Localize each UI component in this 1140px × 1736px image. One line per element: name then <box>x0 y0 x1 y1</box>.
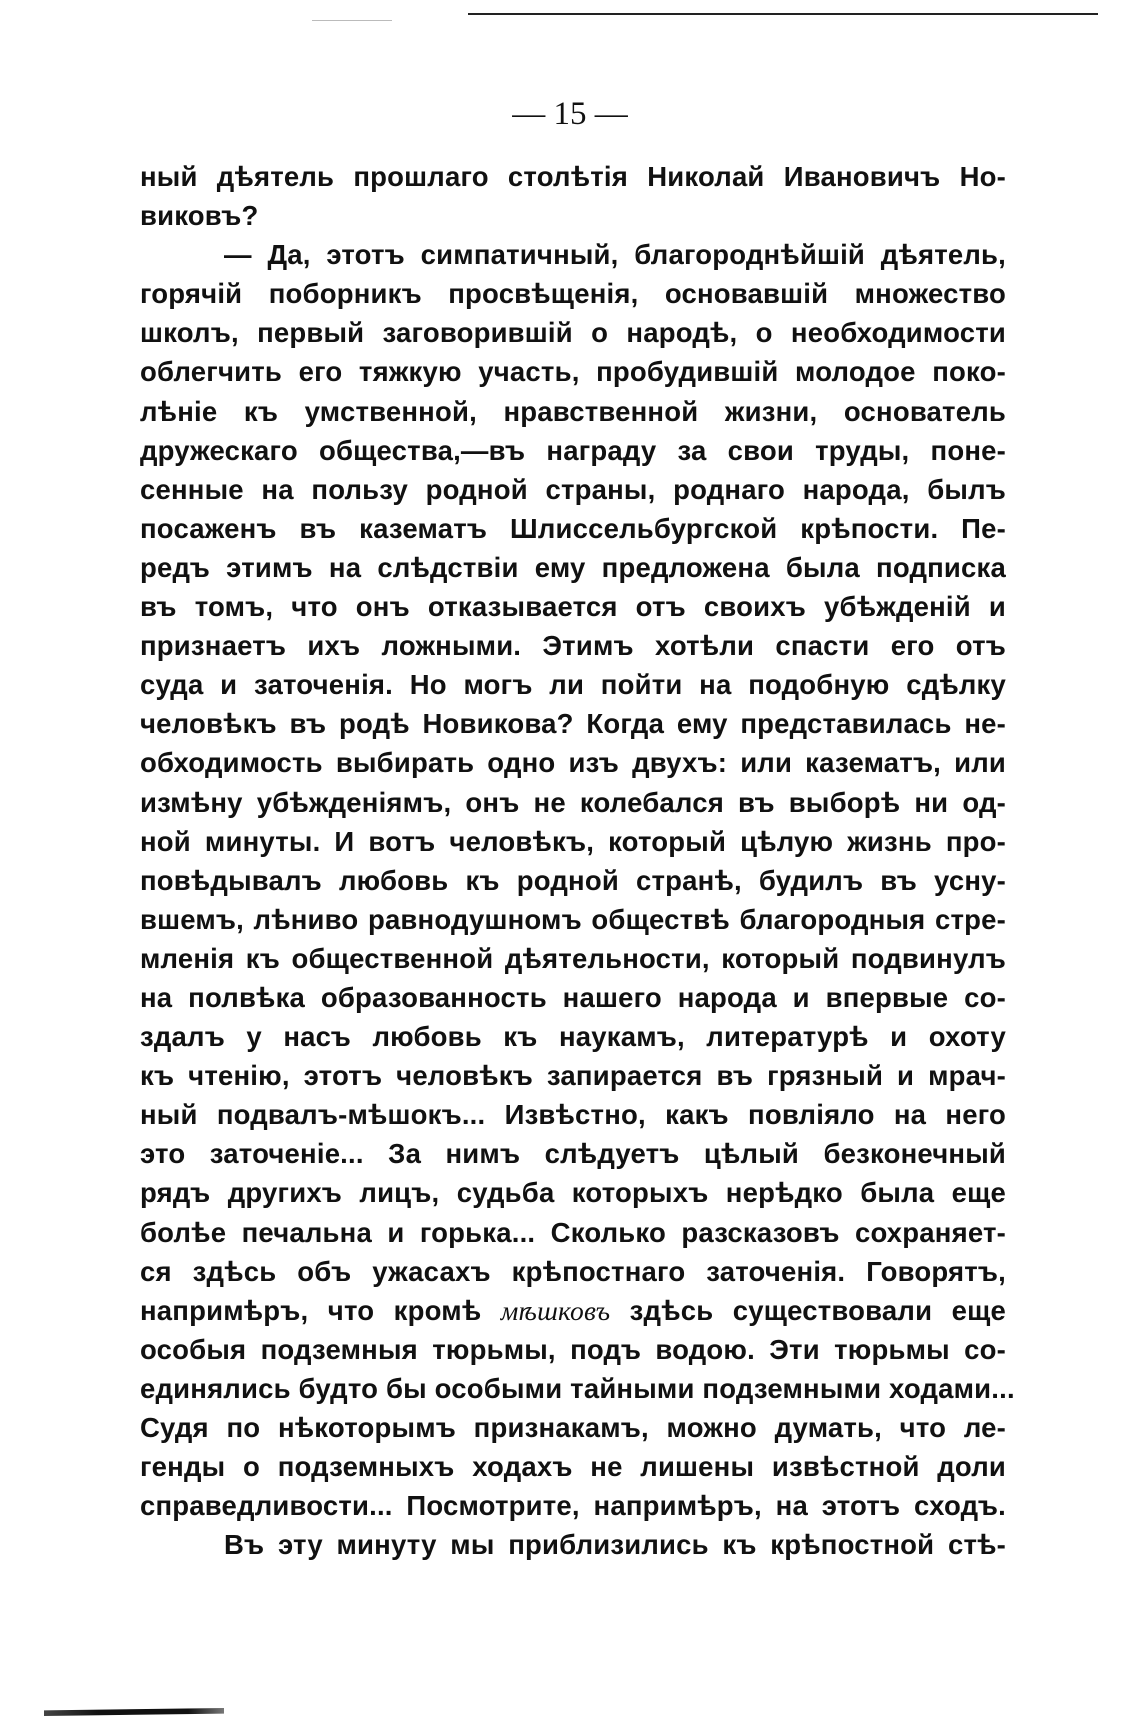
text-line: виковъ? <box>140 200 259 232</box>
top-scan-rule-right <box>468 13 1098 15</box>
page-number: — 15 — <box>512 96 628 132</box>
text-line: ный дѣятель прошлаго столѣтія Николай Ивановичъ Но- <box>140 161 1006 192</box>
text-line: облегчить его тяжкую участь, пробудившій молодое поко- <box>140 356 1006 388</box>
body-text <box>140 157 1015 1564</box>
text-line: вшемъ, лѣниво равнодушномъ обществѣ благородныя стре- <box>140 903 1006 935</box>
top-scan-rule-left <box>312 20 392 21</box>
text-line: ный подвалъ-мѣшокъ... Извѣстно, какъ повліяло на него <box>140 1099 1006 1131</box>
text-line: человѣкъ въ родѣ Новикова? Когда ему представилась не- <box>140 708 1006 740</box>
bottom-scan-mark <box>44 1708 224 1716</box>
text-line: единялись будто бы особыми тайными подземными ходами... <box>140 1372 1015 1404</box>
text-line: сенные на пользу родной страны, роднаго народа, былъ <box>140 473 1006 505</box>
text-line: мленія къ общественной дѣятельности, который подвинулъ <box>140 942 1006 974</box>
text-line: особыя подземныя тюрьмы, подъ водою. Эти тюрьмы со- <box>140 1333 1006 1365</box>
text-line: справедливости... Посмотрите, напримѣръ, на этотъ сходъ. <box>140 1490 1006 1522</box>
text-line-with-italic <box>140 1291 1006 1330</box>
text-line: дружескаго общества,—въ награду за свои труды, поне- <box>140 434 1006 466</box>
text-line: ся здѣсь объ ужасахъ крѣпостнаго заточенія. Говорятъ, <box>140 1255 1006 1287</box>
text-line: посаженъ въ казематъ Шлиссельбургской крѣпости. Пе- <box>140 512 1006 544</box>
text-line: лѣніе къ умственной, нравственной жизни, основатель <box>140 395 1006 427</box>
text-line: редъ этимъ на слѣдствіи ему предложена была подписка <box>140 551 1006 583</box>
text-line: суда и заточенія. Но могъ ли пойти на подобную сдѣлку <box>140 669 1006 701</box>
text-line: ной минуты. И вотъ человѣкъ, который цѣлую жизнь про- <box>140 825 1006 857</box>
text-line: Судя по нѣкоторымъ признакамъ, можно думать, что ле- <box>140 1412 1006 1443</box>
text-line: въ томъ, что онъ отказывается отъ своихъ убѣжденій и <box>140 591 1006 623</box>
text-line: генды о подземныхъ ходахъ не лишены извѣстной доли <box>140 1451 1006 1483</box>
text-fragment: напримѣръ, что кромѣ <box>140 1294 501 1326</box>
text-line: повѣдывалъ любовь къ родной странѣ, будилъ въ усну- <box>140 864 1006 896</box>
text-line: здалъ у насъ любовь къ наукамъ, литературѣ и охоту <box>140 1021 1006 1053</box>
text-line: рядъ другихъ лицъ, судьба которыхъ нерѣдко была еще <box>140 1177 1006 1209</box>
text-line: это заточеніе... За нимъ слѣдуетъ цѣлый безконечный <box>140 1138 1006 1170</box>
text-line: болѣе печальна и горька... Сколько разсказовъ сохраняет- <box>140 1216 1006 1248</box>
text-line: на полвѣка образованность нашего народа и впервые со- <box>140 981 1006 1013</box>
text-line: школъ, первый заговорившій о народѣ, о необходимости <box>140 317 1006 349</box>
text-fragment: здѣсь существовали еще <box>610 1294 1006 1326</box>
text-line: Въ эту минуту мы приблизились къ крѣпостной стѣ- <box>224 1529 1006 1561</box>
text-line: обходимость выбирать одно изъ двухъ: или казематъ, или <box>140 747 1006 779</box>
italic-word: мѣшковъ <box>500 1294 611 1326</box>
text-line: признаетъ ихъ ложными. Этимъ хотѣли спасти его отъ <box>140 630 1006 662</box>
text-line: измѣну убѣжденіямъ, онъ не колебался въ выборѣ ни од- <box>140 786 1006 818</box>
text-line: — Да, этотъ симпатичный, благороднѣйшій дѣятель, <box>224 239 1006 271</box>
text-line: къ чтенію, этотъ человѣкъ запирается въ грязный и мрач- <box>140 1060 1006 1092</box>
text-line: горячій поборникъ просвѣщенія, основавшій множество <box>140 278 1006 310</box>
